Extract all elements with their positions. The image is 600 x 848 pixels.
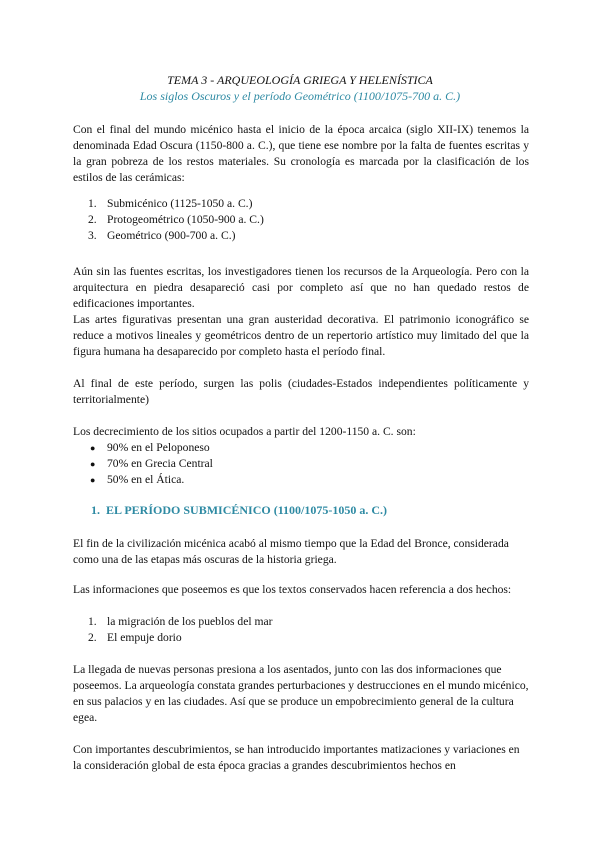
polis-paragraph: Al final de este período, surgen las polis (ciudades-Estados independientes políticamente y territorialmente) bbox=[73, 377, 529, 406]
archaeology-paragraph: Aún sin las fuentes escritas, los investigadores tienen los recursos de la Arqueología. Pero con la arquitectura en piedra desapareció casi por completo así que no han quedado restos de edificaciones importantes. bbox=[73, 265, 529, 310]
section-paragraph-1: El fin de la civilización micénica acabó al mismo tiempo que la Edad del Bronce, considerada como una de las etapas más oscuras de la historia griega. bbox=[73, 537, 509, 566]
section-paragraph-4: Con importantes descubrimientos, se han introducido importantes matizaciones y variaciones en la consideración global de esta época gracias a grandes descubrimientos hechos en bbox=[73, 743, 520, 772]
bullet-icon: ● bbox=[90, 443, 96, 453]
list-item: ● 50% en el Ática. bbox=[90, 473, 185, 486]
facts-list bbox=[73, 614, 529, 646]
bullet-icon: ● bbox=[90, 475, 96, 485]
page-subtitle: Los siglos Oscuros y el período Geométrico (1100/1075-700 a. C.) bbox=[139, 89, 461, 103]
list-item: 3. Geométrico (900-700 a. C.) bbox=[88, 229, 236, 242]
list-item: 1. Submicénico (1125-1050 a. C.) bbox=[88, 197, 253, 210]
list-item: 2. Protogeométrico (1050-900 a. C.) bbox=[88, 213, 264, 226]
list-item: 2. El empuje dorio bbox=[88, 631, 182, 644]
list-item: 1. la migración de los pueblos del mar bbox=[88, 615, 273, 628]
list-item: ● 90% en el Peloponeso bbox=[90, 441, 210, 454]
decline-lead: Los decrecimiento de los sitios ocupados a partir del 1200-1150 a. C. son: bbox=[73, 425, 416, 438]
page-title: TEMA 3 - ARQUEOLOGÍA GRIEGA Y HELENÍSTICA bbox=[167, 73, 433, 87]
list-item: ● 70% en Grecia Central bbox=[90, 457, 213, 470]
figurative-arts-paragraph: Las artes figurativas presentan una gran austeridad decorativa. El patrimonio iconográfico se reduce a motivos lineales y geométricos dentro de un repertorio artístico muy limitado del que la figura humana ha desaparecido por completo hasta el período final. bbox=[73, 313, 529, 358]
section-heading bbox=[73, 502, 529, 518]
section-paragraph-3: La llegada de nuevas personas presiona a los asentados, junto con las dos informaciones que poseemos. La arqueología constata grandes perturbaciones y destrucciones en el mundo micénico, en sus palacios y en las ciudades. Así que se produce un empobrecimiento general de la cultura egea. bbox=[73, 663, 529, 724]
intro-paragraph: Con el final del mundo micénico hasta el inicio de la época arcaica (siglo XII-IX) tenemos la denominada Edad Oscura (1150-800 a. C.), que tiene ese nombre por la falta de fuentes escritas y la gran pobreza de los restos materiales. Su cronología es marcada por la clasificación de los estilos de las cerámicas: bbox=[73, 123, 529, 184]
ceramic-styles-list bbox=[73, 196, 529, 244]
section-paragraph-2: Las informaciones que poseemos es que los textos conservados hacen referencia a dos hechos: bbox=[73, 583, 512, 596]
section-number: 1. bbox=[91, 503, 100, 517]
bullet-icon: ● bbox=[90, 459, 96, 469]
section-title: EL PERÍODO SUBMICÉNICO (1100/1075-1050 a. C.) bbox=[106, 503, 388, 517]
decline-list bbox=[73, 440, 529, 488]
